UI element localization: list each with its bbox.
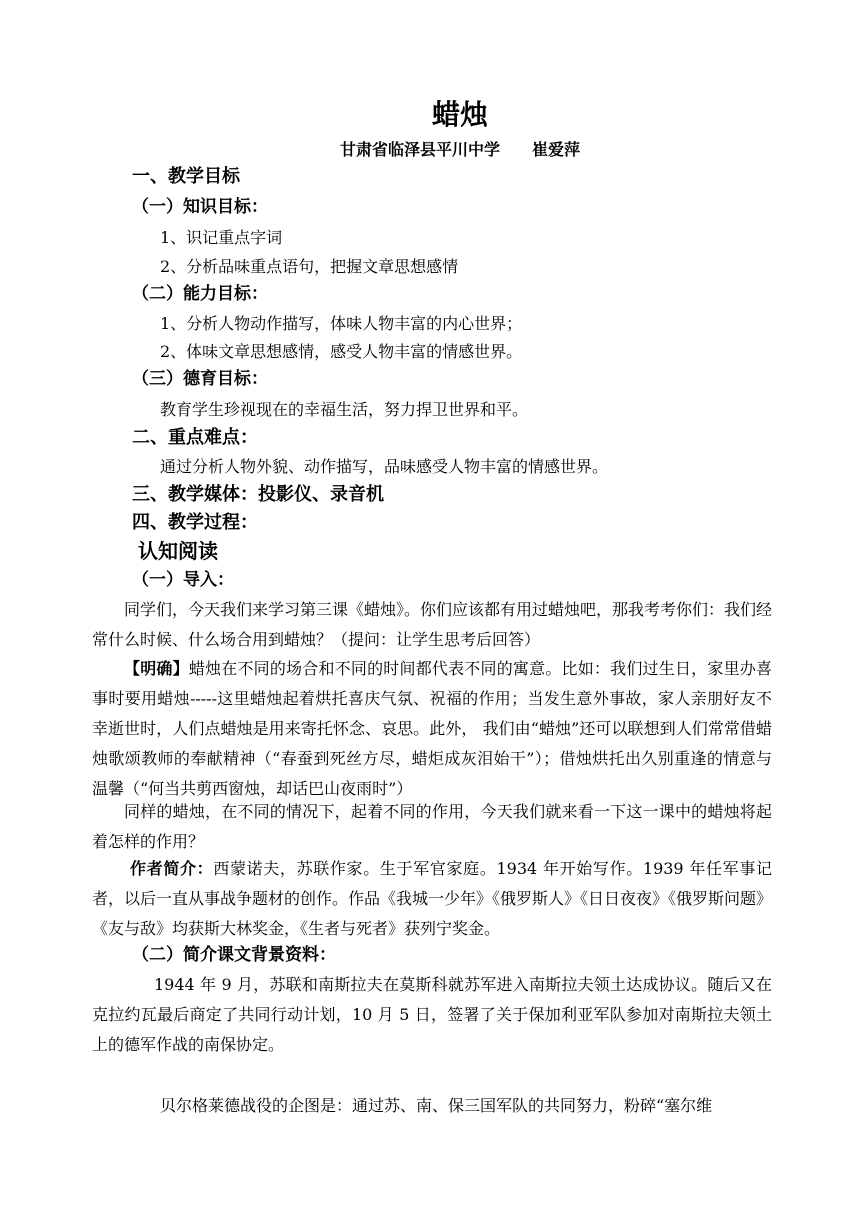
background-heading: （二）简介课文背景资料： <box>132 945 336 965</box>
author-intro-text: 西蒙诺夫，苏联作家。生于军官家庭。1934 年开始写作。1939 年任军事记者，以后一直从事战争题材的创作。作品《我城一少年》《俄罗斯人》《日日夜夜》《俄罗斯问题》《友与敌》均获斯大林奖金，《生者与死者》获列宁奖金。 <box>92 859 773 938</box>
section-1-heading: 一、教学目标 <box>132 166 240 187</box>
transition-paragraph: 同样的蜡烛，在不同的情况下，起着不同的作用，今天我们就来看一下这一课中的蜡烛将起着怎样的作用？ <box>92 802 772 851</box>
intro-heading: （一）导入： <box>132 570 234 590</box>
belgrade-paragraph: 贝尔格莱德战役的企图是：通过苏、南、保三国军队的共同努力，粉碎“塞尔维 <box>160 1096 713 1115</box>
knowledge-goal-1: 1、识记重点字词 <box>160 228 283 247</box>
background-paragraph: 1944 年 9 月，苏联和南斯拉夫在莫斯科就苏军进入南斯拉夫领土达成协议。随后又在克拉约瓦最后商定了共同行动计划，10 月 5 日，签署了关于保加利亚军队参加对南斯拉夫领土上的德军作战的南保协定。 <box>92 975 772 1054</box>
clarify-text: 蜡烛在不同的场合和不同的时间都代表不同的寓意。比如：我们过生日，家里办喜事时要用蜡烛-----这里蜡烛起着烘托喜庆气氛、祝福的作用；当发生意外事故，家人亲朋好友不幸逝世时，人们点蜡烛是用来寄托怀念、哀思。此外， 我们由“蜡烛”还可以联想到人们常常借蜡烛歌颂教师的奉献精神（“春蚕到死丝方尽，蜡炬成灰泪始干”）；借烛烘托出久别重逢的情意与温馨（“何当共剪西窗烛，却话巴山夜雨时”） <box>92 659 772 798</box>
part-heading: 认知阅读 <box>138 539 218 563</box>
knowledge-goal-heading: （一）知识目标： <box>132 197 268 217</box>
knowledge-goal-2: 2、分析品味重点语句，把握文章思想感情 <box>160 257 459 276</box>
author-intro-label: 作者简介： <box>130 859 214 878</box>
clarify-label: 【明确】 <box>124 659 189 678</box>
moral-goal-text: 教育学生珍视现在的幸福生活，努力捍卫世界和平。 <box>160 400 529 419</box>
intro-paragraph: 同学们，今天我们来学习第三课《蜡烛》。你们应该都有用过蜡烛吧，那我考考你们：我们经常什么时候、什么场合用到蜡烛？（提问：让学生思考后回答） <box>92 600 773 649</box>
doc-author: 甘肃省临泽县平川中学 崔爱萍 <box>339 140 580 159</box>
author-intro-paragraph <box>92 854 772 944</box>
ability-goal-heading: （二）能力目标： <box>132 284 268 304</box>
ability-goal-1: 1、分析人物动作描写，体味人物丰富的内心世界； <box>160 314 523 333</box>
moral-goal-heading: （三）德育目标： <box>132 369 268 389</box>
section-2-heading: 二、重点难点： <box>132 427 258 448</box>
clarify-paragraph <box>92 654 772 804</box>
section-4-heading: 四、教学过程： <box>132 512 258 533</box>
ability-goal-2: 2、体味文章思想感情，感受人物丰富的情感世界。 <box>160 342 523 361</box>
doc-title: 蜡烛 <box>431 98 488 131</box>
section-3-heading: 三、教学媒体：投影仪、录音机 <box>132 484 384 505</box>
key-points-text: 通过分析人物外貌、动作描写，品味感受人物丰富的情感世界。 <box>160 457 609 476</box>
